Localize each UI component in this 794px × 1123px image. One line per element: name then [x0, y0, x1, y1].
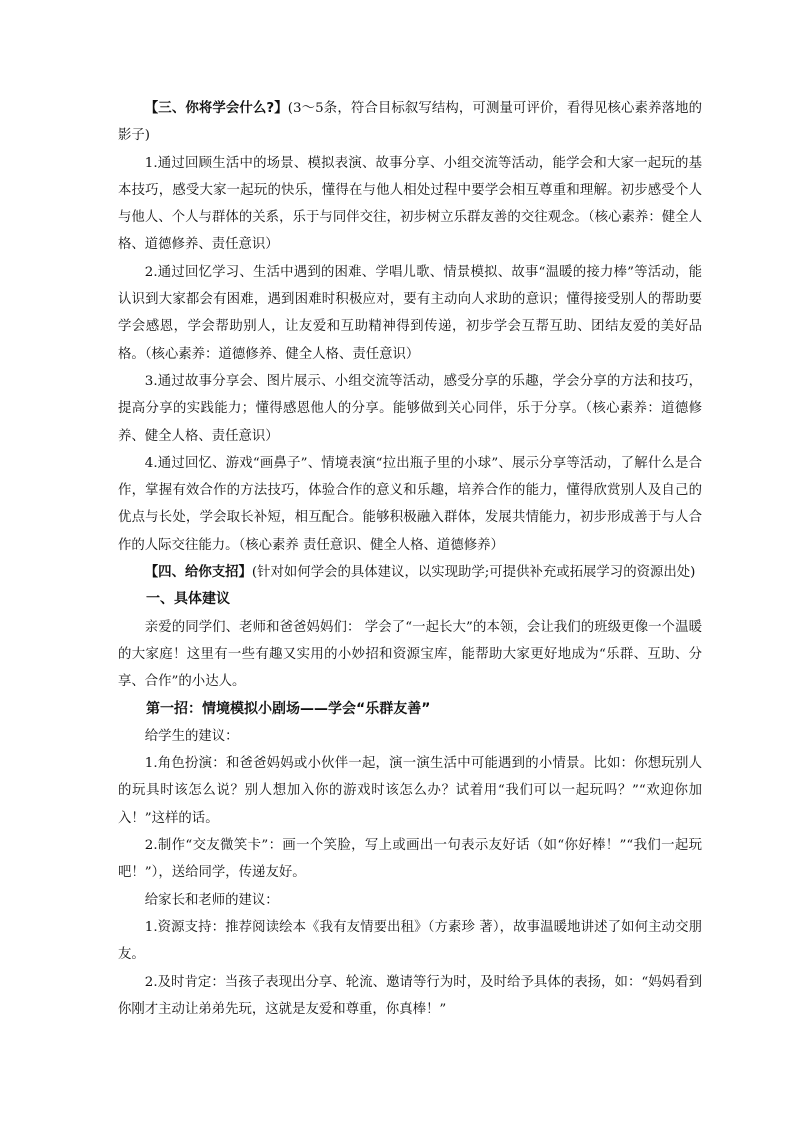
student-advice-label: 给学生的建议：	[144, 728, 239, 744]
subsection-title: 一、具体建议	[146, 591, 230, 608]
subsection-intro: 亲爱的同学们、老师和爸爸妈妈们： 学会了“一起长大”的本领，会让我们的班级更像一个温暖的大家庭！这里有一些有趣又实用的小妙招和资源宝库，能帮助大家更好地成为“乐群、互助、分享、合作”的小达人。	[118, 619, 702, 690]
objective-item-3: 3.通过故事分享会、图片展示、小组交流等活动，感受分享的乐趣，学会分享的方法和技巧，提高分享的实践能力；懂得感恩他人的分享。能够做到关心同伴，乐于分享。（核心素养：道德修养、健全人格、责任意识）	[118, 373, 702, 444]
objective-item-2: 2.通过回忆学习、生活中遇到的困难、学唱儿歌、情景模拟、故事“温暖的接力棒”等活动，能认识到大家都会有困难，遇到困难时积极应对，要有主动向人求助的意识；懂得接受别人的帮助要学会感恩，学会帮助别人，让友爱和互助精神得到传递，初步学会互帮互助、团结友爱的美好品格。（核心素养：道德修养、健全人格、责任意识）	[118, 264, 702, 362]
section3-note: (3～5条，符合目标叙写结构，可测量可评价，看得见核心素养落地的影子)	[118, 101, 702, 144]
student-advice-item-1: 1.角色扮演：和爸爸妈妈或小伙伴一起，演一演生活中可能遇到的小情景。比如：你想玩别人的玩具时该怎么说？别人想加入你的游戏时该怎么办？试着用“我们可以一起玩吗？”“欢迎你加入！”这样的话。	[118, 756, 702, 826]
objective-item-4: 4.通过回忆、游戏“画鼻子”、情境表演“拉出瓶子里的小球”、展示分享等活动，了解什么是合作，掌握有效合作的方法技巧，体验合作的意义和乐趣，培养合作的能力，懂得欣赏别人及自己的优点与长处，学会取长补短，相互配合。能够积极融入群体，发展共情能力，初步形成善于与人合作的人际交往能力。（核心素养 责任意识、健全人格、道德修养）	[118, 455, 702, 553]
section4-paragraph	[118, 559, 702, 586]
parent-advice-label: 给家长和老师的建议：	[144, 892, 279, 908]
section3-heading: 【三、你将学会什么?】	[144, 101, 288, 116]
section4-note: (针对如何学会的具体建议，以实现助学;可提供补充或拓展学习的资源出处)	[251, 565, 696, 581]
tip1-title: 第一招：情境模拟小剧场——学会“乐群友善”	[146, 700, 431, 717]
parent-advice-item-2: 2.及时肯定：当孩子表现出分享、轮流、邀请等行为时，及时给予具体的表扬，如：“妈妈看到你刚才主动让弟弟先玩，这就是友爱和尊重，你真棒！”	[118, 974, 702, 1017]
student-advice-item-2: 2.制作“交友微笑卡”：画一个笑脸，写上或画出一句表示友好话（如“你好棒！”“我们一起玩吧！”），送给同学，传递友好。	[118, 838, 702, 881]
section3-paragraph	[118, 95, 702, 150]
objective-item-1: 1.通过回顾生活中的场景、模拟表演、故事分享、小组交流等活动，能学会和大家一起玩的基本技巧，感受大家一起玩的快乐，懂得在与他人相处过程中要学会相互尊重和理解。初步感受个人与他人、个人与群体的关系，乐于与同伴交往，初步树立乐群友善的交往观念。（核心素养：健全人格、道德修养、责任意识）	[118, 155, 702, 253]
section4-heading: 【四、给你支招】	[144, 565, 252, 581]
parent-advice-item-1: 1.资源支持：推荐阅读绘本《我有友情要出租》（方素珍 著），故事温暖地讲述了如何主动交朋友。	[118, 919, 702, 963]
